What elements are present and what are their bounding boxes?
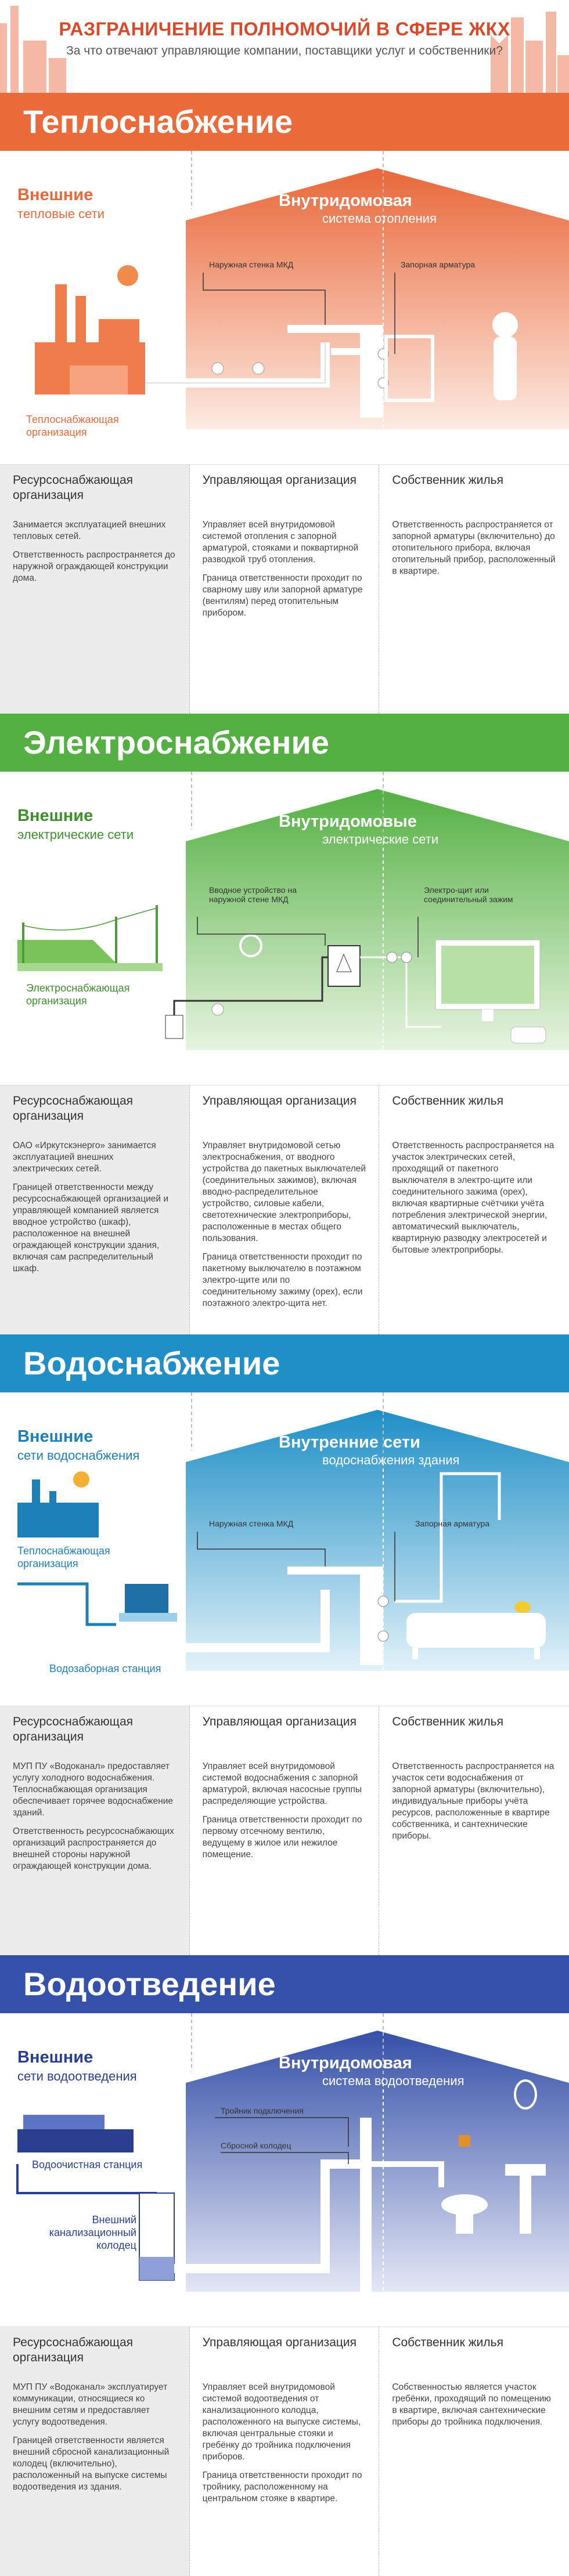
drain-well-label: Сбросной колодец (221, 2141, 291, 2150)
paragraph: Ответственность распространяется на участок сети водоснабжения от запорной арматуры (включительно), индивидуальные приборы учёта ресурсов, расположенные в квартире собственника, и сантехнические приборы. (392, 1761, 554, 1841)
column-text (392, 519, 556, 577)
column-head: Ресурсоснабжающая организация (13, 473, 133, 502)
header (0, 0, 569, 93)
wall-label: Вводное устройство на наружной стене МКД (209, 885, 297, 904)
internal-sub: электрические сети (322, 832, 439, 846)
column-head: Управляющая организация (202, 1094, 356, 1108)
section-title-sewer: Водоотведение (0, 1955, 569, 2013)
paragraph: Граница ответственности проходит по первому отсечному вентилю, ведущему в жилое или нежилое помещение. (202, 1815, 362, 1859)
resident-icon (492, 312, 518, 400)
paragraph: Управляет внутридомовой сетью электроснабжения, от вводного устройства до пакетных выключателей (соединительных зажимов), включая вводно-распределительное устройство, силовые кабели, светотехнические электроприборы, расположенные в местах общего пользования. (202, 1141, 366, 1243)
org-label: Водоочистная станция (32, 2159, 143, 2170)
wall-label: Наружная стенка МКД (209, 1519, 294, 1528)
paragraph: Граница ответственности проходит по сварному шву или запорной арматуре (вентилям) перед отопительным прибором. (202, 573, 363, 618)
internal-sub: система отопления (322, 211, 437, 226)
paragraph: Ответственность распространяется на участок электрических сетей, проходящий от пакетного выключателя в электро-щите или соединительного зажима (орех), включая квартирные счётчики учёта потребления электрической энергии, автоматический выключатель, квартирную разводку электросетей и бытовые электроприборы. (392, 1141, 554, 1255)
column-head: Ресурсоснабжающая организация (13, 1094, 133, 1123)
column-text (203, 1140, 366, 1309)
responsibility-columns-water (0, 1706, 569, 1955)
column-text (203, 2382, 366, 2505)
pump-station-icon (119, 1584, 177, 1622)
column-text (13, 1140, 177, 1275)
water-plant-icon (17, 1479, 99, 1537)
scene-water (0, 1392, 569, 1706)
external-sub: тепловые сети (17, 207, 105, 221)
external-sub: сети водоснабжения (17, 1448, 140, 1463)
external-head: Внешние (17, 1427, 93, 1446)
paragraph: Собственностью является участок гребёнки, проходящий по помещению в квартире, включая сантехнические приборы до тройника подключения. (392, 2382, 551, 2427)
column-supplier (0, 2327, 190, 2576)
column-text (392, 1140, 556, 1256)
org-label: Теплоснабжающая организация (26, 414, 119, 438)
column-text (13, 2382, 177, 2493)
column-head: Ресурсоснабжающая организация (13, 1715, 133, 1743)
org-label: Теплоснабжающая организация (17, 1545, 110, 1569)
valve-label: Электро-щит или соединительный зажим (424, 885, 513, 904)
treatment-plant-icon (17, 2115, 134, 2152)
valve-label: Запорная арматура (401, 260, 476, 269)
internal-head: Внутридомовые (279, 812, 417, 831)
power-plant-icon (17, 905, 163, 971)
column-management (190, 2327, 380, 2576)
paragraph: Границей ответственности между ресурсоснабжающей организацией и управляющей компанией является вводное устройство (шкаф), расположенное на внешней ограждающей конструкции здания, включая сам распределительный шкаф. (13, 1182, 169, 1273)
paragraph: Управляет всей внутридомовой системой водоснабжения с запорной арматурой, включая насосные группы распределяющие устройства. (202, 1761, 362, 1806)
org-label: Электроснабжающая организация (26, 982, 130, 1007)
responsibility-columns-sewer (0, 2327, 569, 2576)
paragraph: Границей ответственности является внешний сбросной канализационный колодец (включительно), расположенный на выпуске системы водоотведения из здания. (13, 2436, 170, 2492)
external-sub: электрические сети (17, 827, 134, 842)
paragraph: Граница ответственности проходит по тройнику, расположенному на центральном стояке в квартире. (202, 2470, 362, 2503)
column-text (13, 1761, 177, 1872)
column-text (13, 519, 177, 584)
paragraph: МУП ПУ «Водоканал» предоставляет услугу холодного водоснабжения. Теплоснабжающая организация обеспечивает горячее водоснабжение зданий. (13, 1761, 173, 1818)
external-head: Внешние (17, 2048, 93, 2067)
plant-icon (35, 284, 145, 395)
column-management (190, 1086, 380, 1334)
column-head: Управляющая организация (202, 473, 356, 487)
scene-electric (0, 772, 569, 1085)
valve-label: Запорная арматура (415, 1519, 490, 1528)
column-owner (379, 1086, 569, 1334)
scene-sewer (0, 2013, 569, 2327)
external-head: Внешние (17, 186, 93, 204)
internal-head: Внутридомовая (279, 2054, 412, 2072)
section-title-electric: Электроснабжение (0, 714, 569, 772)
section-title-heat: Теплоснабжение (0, 93, 569, 151)
column-head: Управляющая организация (202, 2336, 356, 2349)
paragraph: Ответственность распространяется до наружной ограждающей конструкции дома. (13, 550, 175, 583)
paragraph: Занимается эксплуатацией внешних тепловых сетей. (13, 520, 166, 541)
column-text (203, 519, 366, 619)
column-text (203, 1761, 366, 1861)
wall-label: Наружная стенка МКД (209, 260, 294, 269)
column-management (190, 1706, 380, 1955)
scene-heat (0, 151, 569, 464)
column-head: Собственник жилья (392, 1094, 503, 1108)
column-text (392, 2382, 556, 2428)
responsibility-columns-heat (0, 464, 569, 714)
column-head: Ресурсоснабжающая организация (13, 2336, 133, 2364)
column-owner (379, 465, 569, 714)
page-subtitle: За что отвечают управляющие компании, поставщики услуг и собственники? (66, 44, 503, 57)
paragraph: Граница ответственности проходит по пакетному выключателю в поэтажном электро-щите или по соединительному зажиму (орех), если поэтажного электро-щита нет. (202, 1252, 363, 1308)
page-title: РАЗГРАНИЧЕНИЕ ПОЛНОМОЧИЙ В СФЕРЕ ЖКХ (59, 19, 510, 39)
paragraph: Ответственность распространяется от запорной арматуры (включительно) до отопительного прибора, включая отопительный прибор, расположенный в квартире. (392, 520, 556, 576)
manhole-label: Внешний канализационный колодец (49, 2214, 136, 2251)
paragraph: Управляет всей внутридомовой системой водоотведения от канализационного колодца, расположенного на выпуске системы, включая центральные стояки и гребёнку до тройника подключения приборов. (202, 2382, 361, 2462)
column-head: Собственник жилья (392, 473, 503, 487)
column-management (190, 465, 380, 714)
column-owner (379, 2327, 569, 2576)
internal-sub: водоснабжения здания (322, 1453, 460, 1467)
section-title-water: Водоснабжение (0, 1334, 569, 1392)
column-supplier (0, 465, 190, 714)
column-text (392, 1761, 556, 1842)
internal-sub: система водоотведения (322, 2074, 464, 2088)
column-head: Собственник жилья (392, 1715, 503, 1728)
internal-head: Внутридомовая (279, 191, 412, 210)
responsibility-columns-electric (0, 1085, 569, 1334)
paragraph: ОАО «Иркутскэнерго» занимается эксплуатацией внешних электрических сетей. (13, 1141, 156, 1174)
paragraph: Управляет всей внутридомовой системой отопления с запорной арматурой, стояками и поквартирной разводкой труб отопления. (202, 520, 359, 565)
column-head: Собственник жилья (392, 2336, 503, 2349)
tee-label: Тройник подключения (221, 2106, 304, 2115)
external-sub: сети водоотведения (17, 2069, 137, 2083)
paragraph: Ответственность ресурсоснабжающих организаций распространяется до внешней стороны наружной ограждающей конструкции дома. (13, 1826, 174, 1871)
paragraph: МУП ПУ «Водоканал» эксплуатирует коммуникации, относящиеся ко внешним сетям и предоставляет услугу водоотведения. (13, 2382, 168, 2427)
column-head: Управляющая организация (202, 1715, 356, 1728)
column-supplier (0, 1086, 190, 1334)
external-head: Внешние (17, 806, 93, 825)
column-supplier (0, 1706, 190, 1955)
intake-label: Водозаборная станция (49, 1663, 161, 1674)
internal-head: Внутренние сети (279, 1433, 420, 1452)
column-owner (379, 1706, 569, 1955)
